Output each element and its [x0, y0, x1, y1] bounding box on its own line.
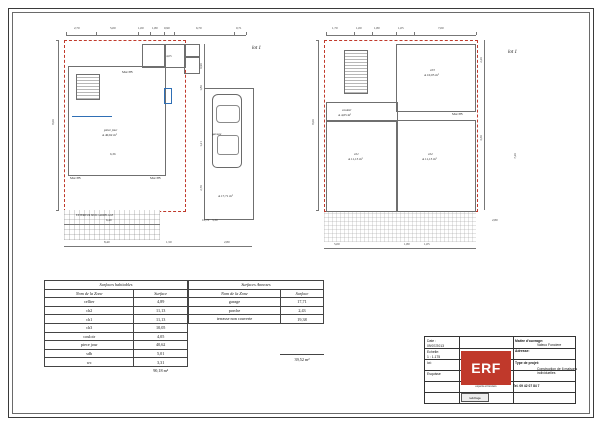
table-row: couloir 4,05 [45, 332, 188, 341]
erf-logo-subtitle: experts et fonciers [475, 385, 497, 388]
dim-inner-636: 6,36 [110, 152, 116, 156]
staircase [76, 74, 100, 100]
table-annexes-total: 39,52 m² [280, 355, 323, 363]
lot-label-left: lot 1 [252, 46, 262, 51]
room-area-ch3: A 10,05 m² [424, 73, 439, 77]
table-row: ch3 10,05 [45, 323, 188, 332]
lot-label-right: lot 1 [508, 50, 518, 55]
room-area-garage: A 17,71 m² [218, 194, 233, 198]
dim-top-r-5: 7,00 [438, 26, 444, 30]
dim-bottom-r-500: 5,00 [334, 242, 340, 246]
dim-top-r-1: 1,70 [332, 26, 338, 30]
room-area-ch1: A 11,13 m² [348, 157, 363, 161]
field-label-esquisse: Esquisse [427, 372, 441, 376]
redchage-button[interactable]: redchage [461, 393, 489, 402]
field-value-echelle: 1 : 1.175 [427, 354, 441, 359]
table-row: ch2 11,13 [45, 306, 188, 315]
dim-bottom-r-180: 1,80 [404, 242, 410, 246]
table-row: ch1 11,13 [45, 315, 188, 324]
table-surfaces-annexes [188, 280, 324, 363]
phone-number: Tel. 09 42 07 84 7 [513, 384, 540, 388]
room-label-ch1: ch1 [354, 152, 359, 156]
room-label-ch2: ch2 [428, 152, 433, 156]
room-entry [142, 44, 166, 68]
room-sdb [184, 56, 200, 74]
col-header-surface-h: Surface [134, 289, 188, 298]
col-header-zone-a: Nom de la Zone [189, 289, 281, 298]
dim-bottom-640: 6,40 [106, 218, 112, 222]
address-label: Adresse: [515, 349, 530, 353]
table-habitables-title: Surfaces habitables [45, 281, 188, 290]
dim-top-r-4: 1,05 [398, 26, 404, 30]
room-area-piece-jour: A 40,62 m² [102, 133, 117, 137]
table-row: piece jour 40,62 [45, 341, 188, 350]
col-header-zone-h: Nom de la Zone [45, 289, 134, 298]
room-couloir [326, 102, 398, 122]
note-mur-pb-3: Mur PB [70, 176, 81, 180]
dim-line-bottom-2 [64, 246, 252, 247]
dim-left-r-800: 8,00 [310, 119, 315, 125]
dim-line-left [58, 40, 59, 210]
table-row: sdb 5,01 [45, 349, 188, 358]
dim-line-left-r [318, 40, 319, 210]
room-label-couloir: couloir [342, 108, 352, 112]
table-habitables-total: 90,18 m² [134, 366, 188, 374]
dim-top-1: 2,70 [74, 26, 80, 30]
dim-line-bottom-1 [64, 224, 160, 225]
plan-first-floor [312, 24, 542, 264]
room-area-ch2: A 11,13 m² [422, 157, 437, 161]
dim-left-800: 8,00 [50, 119, 55, 125]
opening-marker [164, 88, 172, 104]
table-row: terrasse non couverte 19,38 [189, 315, 324, 324]
dim-top-6: 6,70 [196, 26, 202, 30]
room-area-couloir: A 4,05 m² [338, 113, 352, 117]
table-row: garage 17,71 [189, 298, 324, 307]
room-ch2 [396, 120, 476, 212]
dim-bottom-840: 8,40 [104, 240, 110, 244]
table-row: porche 2,43 [189, 306, 324, 315]
dim-line-right-r [484, 40, 485, 210]
agency-label: Maitre d'ouvrage: [515, 339, 544, 343]
erf-logo: ERF [461, 351, 511, 385]
field-label-date: Date : [427, 339, 437, 343]
dim-bottom-r-105: 1,05 [424, 242, 430, 246]
note-mur-pb-r3: Mur PB [452, 112, 463, 116]
dim-bottom-r-280: 2,80 [492, 218, 498, 222]
staircase-r [344, 50, 368, 94]
note-mur-pb-1: Mur PB [122, 70, 133, 74]
note-mur-pb-2: Mur PB [150, 176, 161, 180]
field-value-date: 09/07/2013 [427, 343, 444, 348]
project-description: Construction de 6 maisons individuelles [537, 367, 578, 375]
dim-inner-405: 4,05 [166, 54, 172, 58]
dim-line-top-r [326, 35, 476, 36]
table-surfaces-habitables [44, 280, 188, 375]
dim-right-270: 2,70 [198, 185, 203, 191]
room-ch3 [396, 44, 476, 112]
dim-right-121: 1,21 [198, 141, 203, 147]
dim-top-r-3: 1,80 [374, 26, 380, 30]
dim-line-bottom-r [324, 248, 476, 249]
dim-bottom-1070: 10,70 [202, 218, 210, 222]
dim-right-090: 0,90 [198, 63, 203, 69]
dim-top-3: 1,00 [138, 26, 144, 30]
table-row: wc 3,31 [45, 358, 188, 367]
dim-right-r-330: 3,30 [478, 135, 483, 141]
room-label-garage: garage [212, 132, 222, 136]
dim-top-5: 0,90 [164, 26, 170, 30]
dim-bottom-150: 1,50 [166, 240, 172, 244]
car-symbol [212, 94, 242, 168]
dim-bottom-330: 3,30 [212, 218, 218, 222]
dim-top-4: 1,80 [152, 26, 158, 30]
title-block [424, 336, 576, 404]
table-annexes-title: Surfaces Annexes [189, 281, 324, 290]
room-label-ch3: ch3 [430, 68, 435, 72]
note-exterieur-carrelage: EXTERIEUR MUR CARRELAGE [76, 214, 114, 217]
dim-line-top [66, 35, 246, 36]
dim-bottom-280: 2,80 [224, 240, 230, 244]
dim-right-r-220: 2,20 [478, 57, 483, 63]
terrace-paving-r [324, 212, 476, 242]
dim-top-r-2: 1,00 [356, 26, 362, 30]
dim-right-180: 1,80 [198, 85, 203, 91]
field-label-echelle: Echelle: [427, 350, 440, 354]
room-label-piece-jour: piece jour [104, 128, 118, 132]
table-row: cellier 4,89 [45, 298, 188, 307]
project-type-label: Type de projet: [515, 361, 540, 365]
col-header-surface-a: Surface [280, 289, 323, 298]
room-ch1 [326, 120, 398, 212]
dim-right-r-720: 7,20 [512, 153, 517, 159]
dim-top-7: 0,71 [236, 26, 242, 30]
field-label-lot: lot: [427, 361, 432, 365]
dim-top-2: 5,00 [110, 26, 116, 30]
plan-ground-floor [52, 24, 282, 264]
agency-name: Valeco Fonciere [537, 343, 562, 347]
stair-direction-line [72, 116, 112, 117]
